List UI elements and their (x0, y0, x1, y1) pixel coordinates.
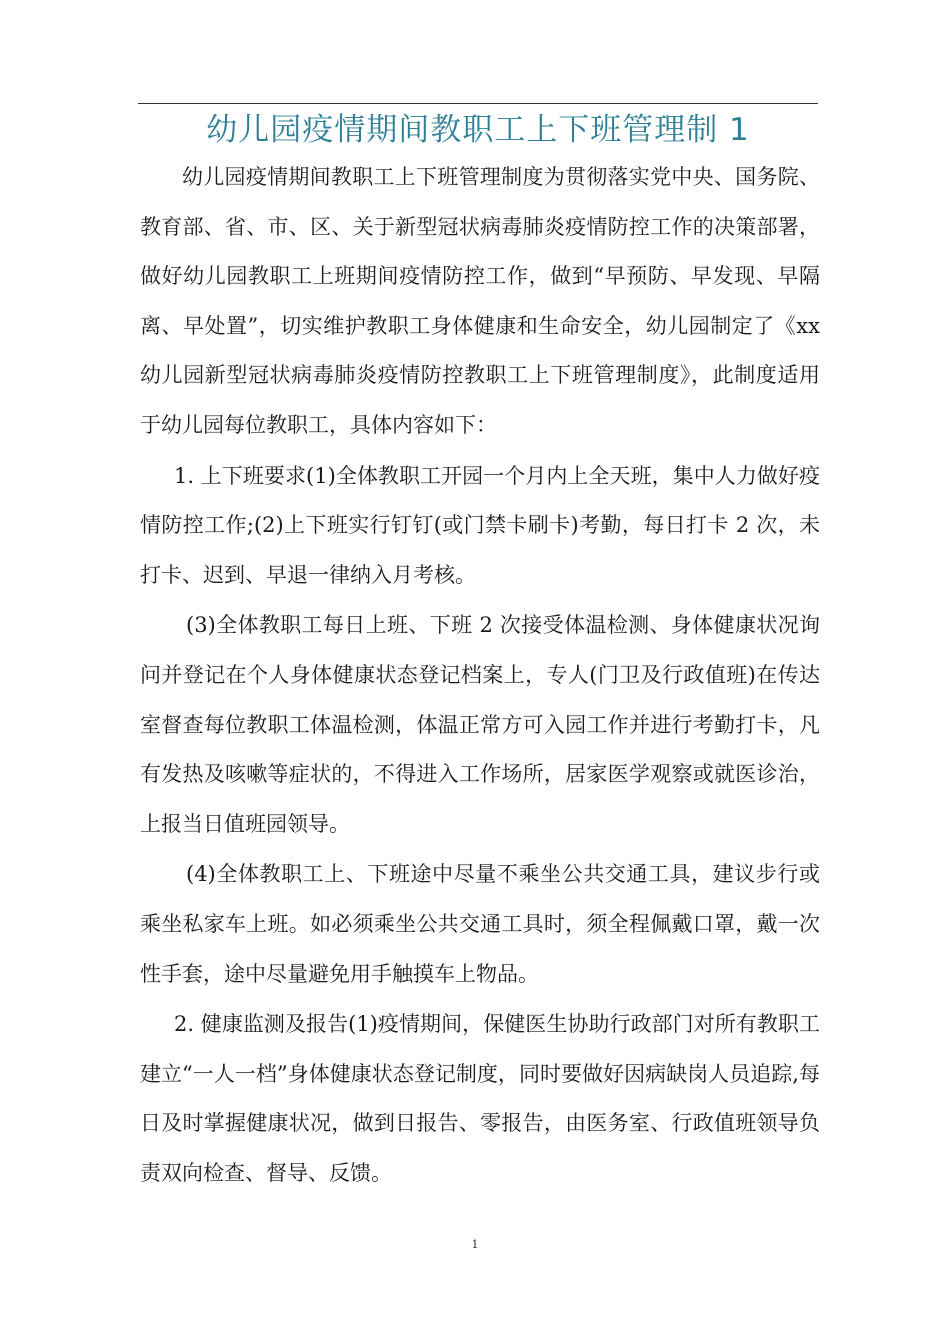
page-number: 1 (471, 1238, 479, 1251)
paragraph-item-4: (4)全体教职工上、下班途中尽量不乘坐公共交通工具，建议步行或乘坐私家车上班。如必须乘坐公共交通工具时，须全程佩戴口罩，戴一次性手套，途中尽量避免用手触摸车上物品。 (140, 862, 820, 986)
document-title: 幼儿园疫情期间教职工上下班管理制 1 (206, 112, 750, 148)
paragraph-section-2: 2. 健康监测及报告(1)疫情期间，保健医生协助行政部门对所有教职工建立“一人一档”身体健康状态登记制度，同时要做好因病缺岗人员追踪,每日及时掌握健康状况，做到日报告、零报告，由医务室、行政值班领导负责双向检查、督导、反馈。 (140, 1012, 820, 1185)
paragraph-section-1: 1. 上下班要求(1)全体教职工开园一个月内上全天班，集中人力做好疫情防控工作;(2)上下班实行钉钉(或门禁卡刷卡)考勤，每日打卡 2 次，未打卡、迟到、早退一律纳入月考核。 (140, 463, 820, 587)
document-body (140, 153, 820, 1199)
paragraph-item-3: (3)全体教职工每日上班、下班 2 次接受体温检测、身体健康状况询问并登记在个人身体健康状态登记档案上，专人(门卫及行政值班)在传达室督查每位教职工体温检测，体温正常方可入园工作并进行考勤打卡，凡有发热及咳嗽等症状的，不得进入工作场所，居家医学观察或就医诊治，上报当日值班园领导。 (140, 613, 820, 836)
paragraph-intro: 幼儿园疫情期间教职工上下班管理制度为贯彻落实党中央、国务院、教育部、省、市、区、关于新型冠状病毒肺炎疫情防控工作的决策部署，做好幼儿园教职工上班期间疫情防控工作，做到“早预防、早发现、早隔离、早处置”，切实维护教职工身体健康和生命安全，幼儿园制定了《xx幼儿园新型冠状病毒肺炎疫情防控教职工上下班管理制度》，此制度适用于幼儿园每位教职工，具体内容如下： (140, 165, 820, 437)
header-rule (138, 103, 818, 104)
